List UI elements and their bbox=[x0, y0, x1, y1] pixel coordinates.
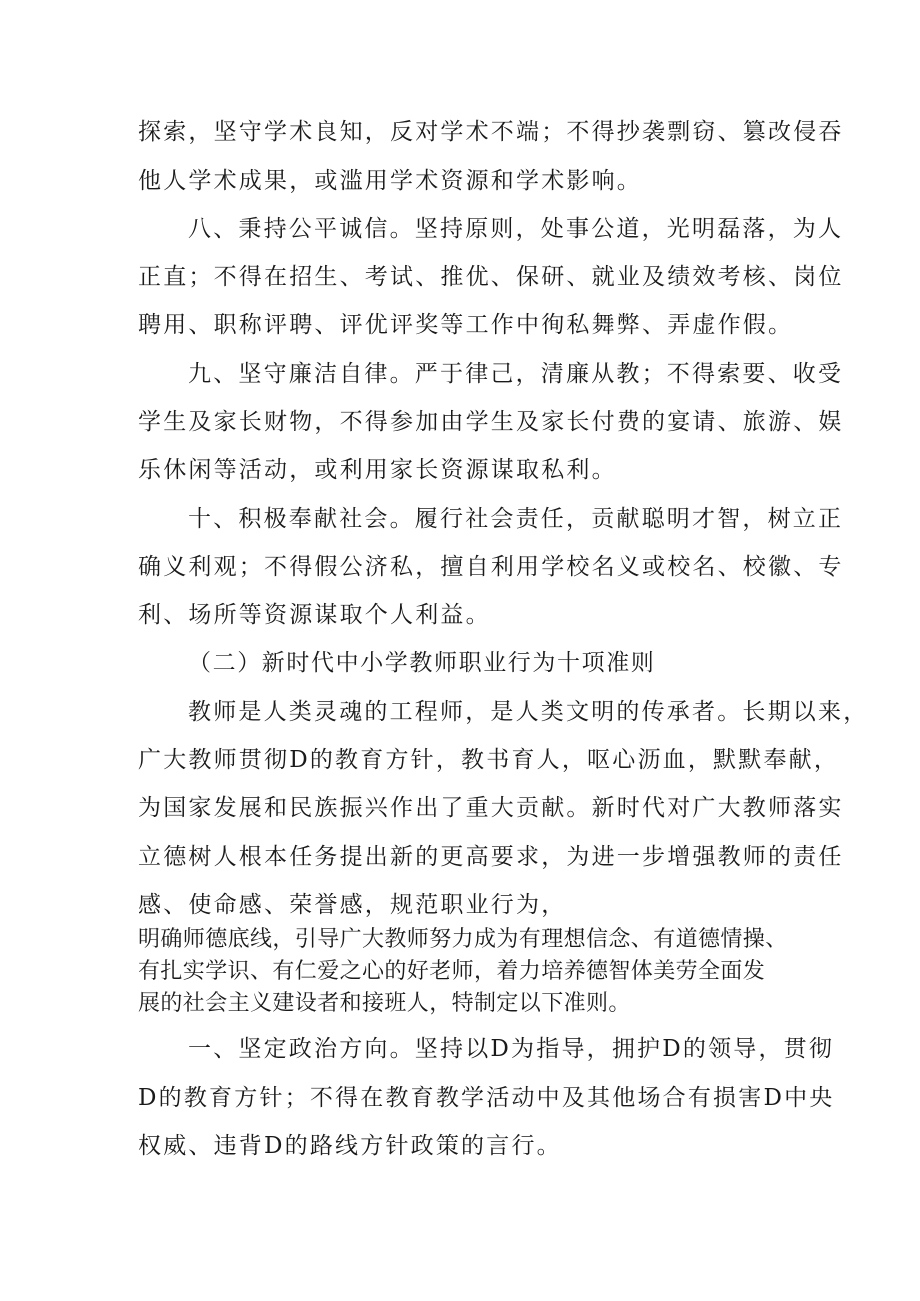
paragraph-eight-start: 八、秉持公平诚信。坚持原则，处事公道，光明磊落，为人 bbox=[188, 216, 844, 242]
text-line: 立德树人根本任务提出新的更高要求，为进一步增强教师的责任 bbox=[138, 844, 844, 870]
text-line: 展的社会主义建设者和接班人，特制定以下准则。 bbox=[138, 991, 631, 1016]
rule-one-start: 一、坚定政治方向。坚持以D为指导，拥护D的领导，贯彻 bbox=[188, 1036, 835, 1062]
text-line: 探索，坚守学术良知，反对学术不端；不得抄袭剽窃、篡改侵吞 bbox=[138, 119, 844, 145]
text-line: 聘用、职称评聘、评优评奖等工作中徇私舞弊、弄虚作假。 bbox=[138, 312, 794, 338]
text-line: 乐休闲等活动，或利用家长资源谋取私利。 bbox=[138, 457, 617, 483]
text-line: 权威、违背D的路线方针政策的言行。 bbox=[138, 1133, 562, 1159]
text-line: 他人学术成果，或滥用学术资源和学术影响。 bbox=[138, 168, 642, 194]
text-line: D的教育方针；不得在教育教学活动中及其他场合有损害D中央 bbox=[138, 1085, 835, 1111]
text-line: 正直；不得在招生、考试、推优、保研、就业及绩效考核、岗位 bbox=[138, 264, 844, 290]
text-line: 为国家发展和民族振兴作出了重大贡献。新时代对广大教师落实 bbox=[138, 795, 844, 821]
text-line: 有扎实学识、有仁爱之心的好老师，着力培养德智体美劳全面发 bbox=[138, 959, 766, 984]
text-line: 确义利观；不得假公济私，擅自利用学校名义或校名、校徽、专 bbox=[138, 554, 844, 580]
text-line: 利、场所等资源谋取个人利益。 bbox=[138, 602, 491, 628]
text-line: 感、使命感、荣誉感，规范职业行为， bbox=[138, 892, 567, 918]
intro-paragraph-start: 教师是人类灵魂的工程师，是人类文明的传承者。长期以来， bbox=[188, 699, 869, 725]
paragraph-ten-start: 十、积极奉献社会。履行社会责任，贡献聪明才智，树立正 bbox=[188, 506, 844, 532]
text-line: 学生及家长财物，不得参加由学生及家长付费的宴请、旅游、娱 bbox=[138, 409, 844, 435]
section-heading: （二）新时代中小学教师职业行为十项准则 bbox=[188, 650, 656, 676]
text-line: 广大教师贯彻D的教育方针，教书育人，呕心沥血，默默奉献， bbox=[138, 747, 840, 773]
text-line: 明确师德底线，引导广大教师努力成为有理想信念、有道德情操、 bbox=[138, 927, 788, 952]
paragraph-nine-start: 九、坚守廉洁自律。严于律己，清廉从教；不得索要、收受 bbox=[188, 361, 844, 387]
